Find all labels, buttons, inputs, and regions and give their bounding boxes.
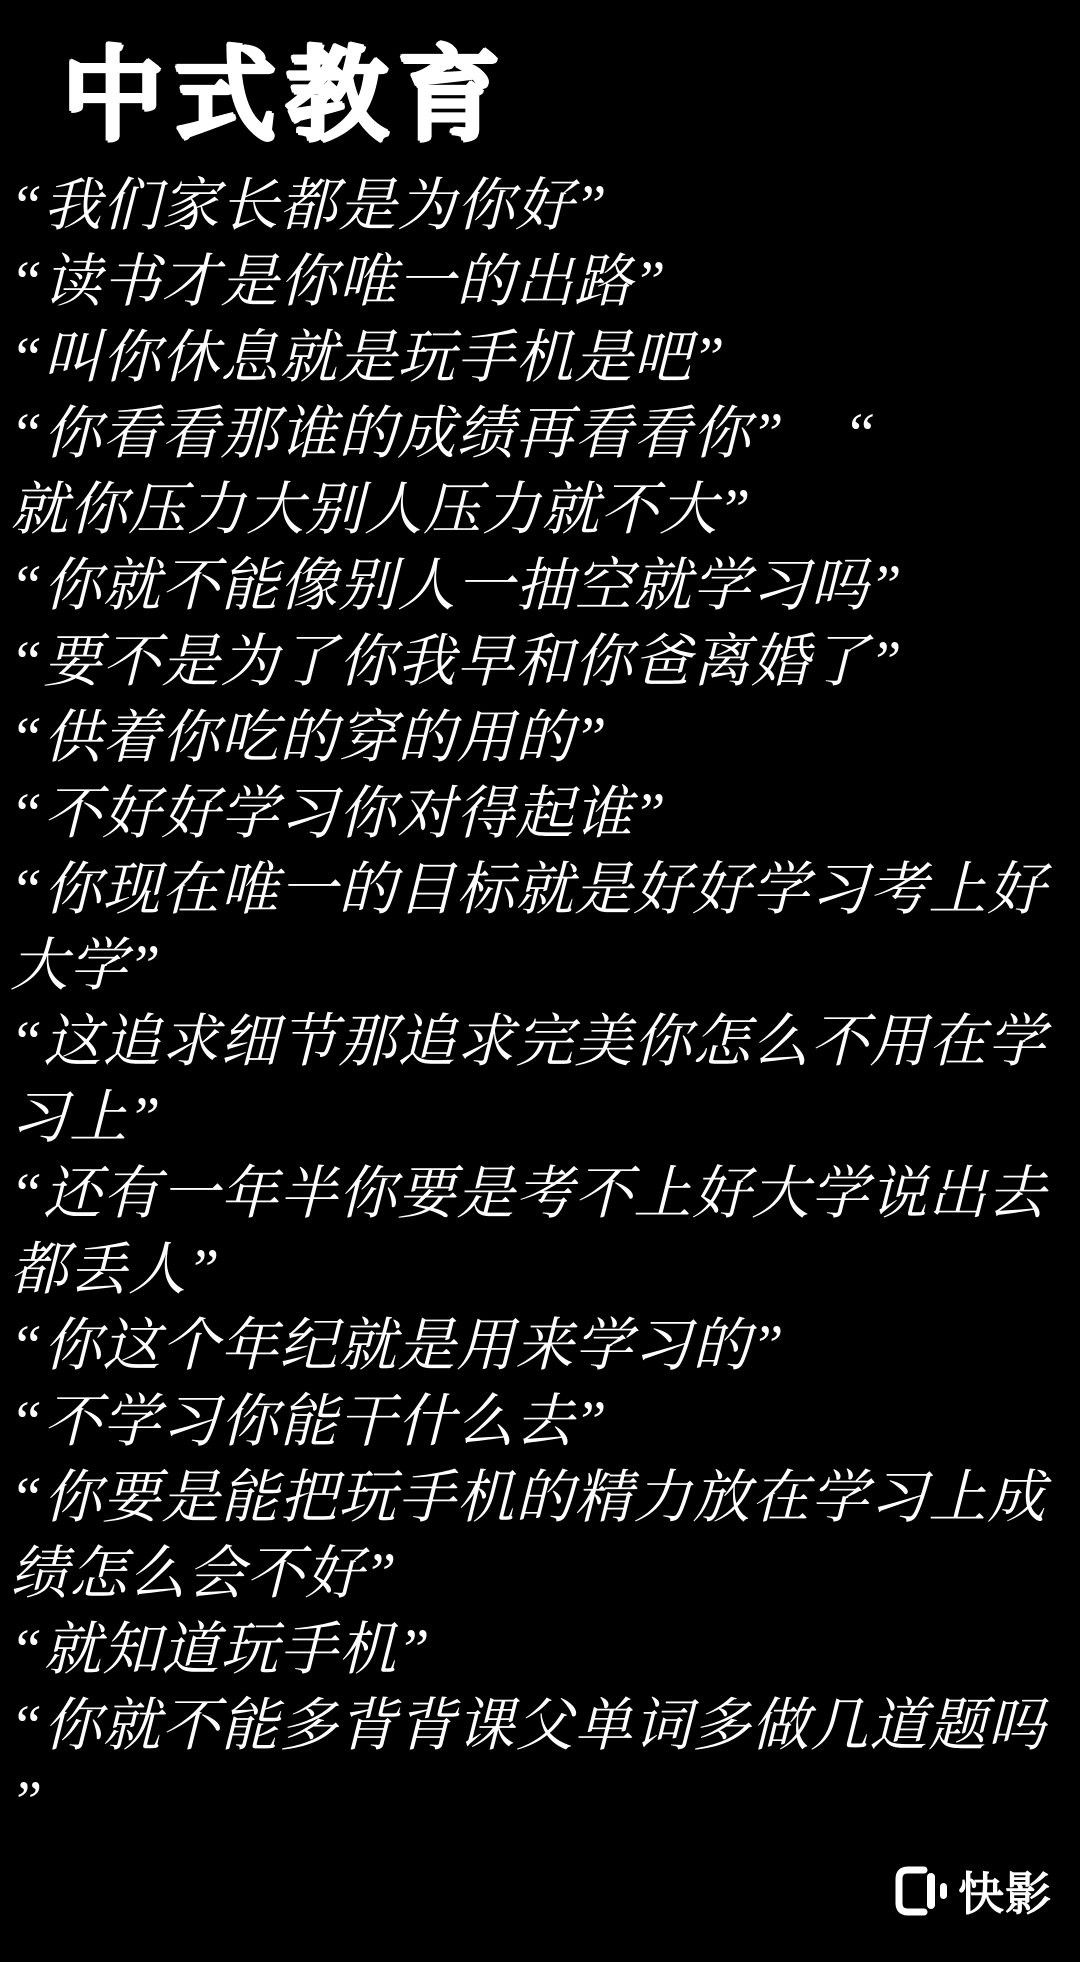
- page-title: 中式教育: [62, 39, 510, 153]
- quote-line: “供着你吃的穿的用的”: [10, 705, 608, 770]
- watermark: [894, 1858, 1052, 1924]
- quote-line: “不好好学习你对得起谁”: [10, 781, 667, 846]
- quote-line: 就你压力大别人压力就不大”: [10, 477, 752, 542]
- watermark-app-name: 快影: [958, 1868, 1052, 1920]
- kuaiying-camera-icon: [894, 1865, 950, 1917]
- quote-line: ”: [10, 1769, 44, 1834]
- quote-line: “要不是为了你我早和你爸离婚了”: [10, 629, 903, 694]
- quote-line: “你就不能像别人一抽空就学习吗”: [10, 553, 903, 618]
- quote-line: “你就不能多背背课父单词多做几道题吗: [10, 1693, 1047, 1758]
- quotes-list: [0, 168, 1080, 1840]
- quote-line: 都丢人”: [10, 1237, 221, 1302]
- quote-line: “叫你休息就是玩手机是吧”: [10, 325, 726, 390]
- quote-line: 习上”: [10, 1085, 162, 1150]
- quote-line: “还有一年半你要是考不上好大学说出去: [10, 1161, 1047, 1226]
- quote-line: “你现在唯一的目标就是好好学习考上好: [10, 857, 1047, 922]
- quote-line: “读书才是你唯一的出路”: [10, 249, 667, 314]
- quote-line: “你看看那谁的成绩再看看你” “: [10, 401, 877, 466]
- quote-line: “我们家长都是为你好”: [10, 173, 608, 238]
- quote-line: “这追求细节那追求完美你怎么不用在学: [10, 1009, 1047, 1074]
- quote-line: “不学习你能干什么去”: [10, 1389, 608, 1454]
- quote-line: “就知道玩手机”: [10, 1617, 431, 1682]
- quote-line: “你这个年纪就是用来学习的”: [10, 1313, 785, 1378]
- quote-line: 大学”: [10, 933, 162, 998]
- quote-line: “你要是能把玩手机的精力放在学习上成: [10, 1465, 1047, 1530]
- quote-line: 绩怎么会不好”: [10, 1541, 398, 1606]
